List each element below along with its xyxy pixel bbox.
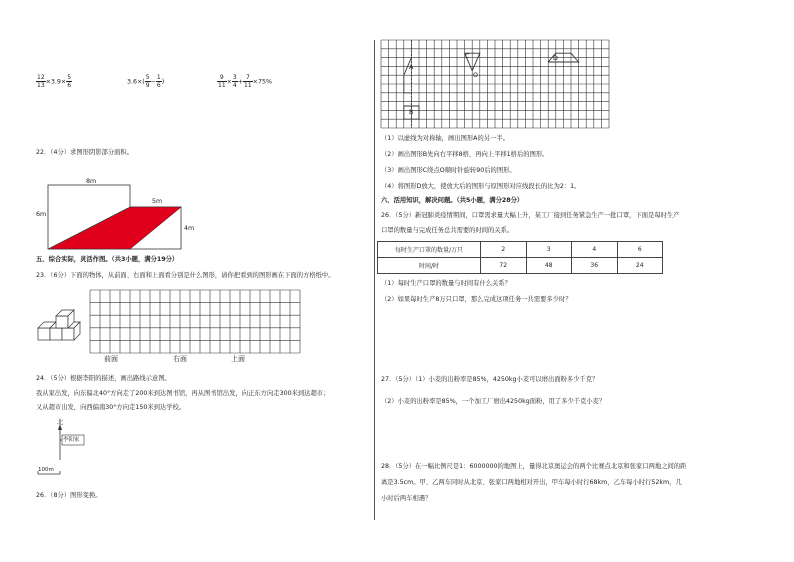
question-23: 23．（6分）下面的物体，从前面、右面和上面看分别是什么图形，请你把看到的图形画在下面的方格纸中。	[36, 272, 335, 279]
question-22: 22．（4分）求图形阴影部分面积。	[36, 149, 134, 156]
grid-label-d: D	[553, 55, 558, 62]
grid-label-a: A	[409, 64, 414, 71]
table-cell: 3	[526, 242, 572, 258]
calc-expression-3: $\frac{9}{11}$ × $\frac{3}{4}$ + $\frac{7}{11}$ ×75%	[218, 74, 272, 89]
question-28-line2: 离是3.5cm。甲、乙两车同时从北京、张家口两地相对开出，甲车每小时行68km，乙车每小时行52km，几	[381, 479, 682, 486]
question-28-line1: 28．（5分）在一幅比例尺是1：6000000的地图上，量得北京奥运会的两个比赛点北京和张家口两地之间的距	[381, 463, 687, 470]
view-label-top: 上面	[231, 355, 245, 363]
section-6-heading: 六、活用知识，解决问题。（共5小题，满分28分）	[381, 197, 524, 204]
column-divider	[374, 40, 375, 520]
table-cell: 24	[617, 258, 663, 274]
transform-item-1: （1）以虚线为对称轴，画出图形A的另一半。	[381, 135, 509, 142]
production-table	[377, 241, 663, 274]
calc-expression-1: $\frac{12}{13}$ ×3.9× $\frac{5}{6}$	[37, 74, 72, 89]
grid-label-b: B	[409, 109, 414, 116]
sub-question-2: （2）如果每时生产8万只口罩，那么完成这项任务一共需要多少时？	[381, 296, 572, 303]
question-26-right-line1: 26．（5分）新冠肺炎疫情期间，口罩需求量大幅上升，某工厂接到任务紧急生产一批口罩，下面是每时生产	[381, 212, 680, 219]
label-6m: 6m	[36, 211, 47, 218]
table-cell: 48	[526, 258, 572, 274]
grid-label-o: O	[473, 72, 478, 79]
scale-label: 100m	[38, 467, 54, 473]
calc-expression-2: 3.6×( $\frac{5}{9}$ − $\frac{1}{6}$ )	[127, 74, 165, 89]
table-cell: 4	[572, 242, 618, 258]
question-27-part2: （2）小麦的出粉率是85%，一个加工厂磨出4250kg面粉，用了多少千克小麦？	[381, 398, 606, 405]
transform-grid[interactable]	[381, 40, 609, 128]
view-label-right: 右面	[173, 355, 187, 363]
transform-item-3: （3）画出图形C绕点O顺时针旋转90后的图形。	[381, 167, 516, 174]
question-26-left: 26．（8分）图形变换。	[36, 492, 102, 499]
table-row	[378, 258, 663, 274]
transform-item-4: （4）将图形D放大，使放大后的图形与原图形对应线段长的比为2：1。	[381, 183, 581, 190]
question-27-part1: 27．（5分）（1）小麦的出粉率是85%，4250kg小麦可以磨出面粉多少千克？	[381, 376, 599, 383]
view-label-front: 前面	[104, 355, 118, 363]
question-26-right-line2: 口罩的数量与完成任务总共需要的时间的关系。	[381, 227, 514, 234]
table-header-cell: 时间/时	[378, 258, 481, 274]
label-5m: 5m	[152, 198, 163, 205]
label-4m: 4m	[184, 225, 195, 232]
question-24-line2: 又从超市出发，向西偏南30°方向走150米到达学校。	[36, 404, 186, 411]
compass-north-label: 北	[57, 419, 64, 426]
shaded-area-figure	[40, 176, 200, 256]
question-28-line3: 小时后两车相遇？	[381, 495, 432, 502]
view-grid[interactable]	[90, 290, 298, 354]
home-label: 李阳家	[63, 437, 80, 443]
sub-question-1: （1）每时生产口罩的数量与时间有什么关系？	[381, 280, 511, 287]
question-24-line1: 我从家出发，向东偏北40°方向走了200米到达图书馆，再从图书馆出发，向正东方向走300米到达超市；	[36, 390, 330, 397]
table-header-cell: 每时生产口罩的数量/万只	[378, 242, 481, 258]
label-8m: 8m	[86, 178, 97, 185]
grid-label-c: C	[465, 53, 470, 60]
transform-item-2: （2）画出图形B先向右平移8格，再向上平移1格后的图形。	[381, 151, 549, 158]
table-cell: 2	[481, 242, 527, 258]
table-row	[378, 242, 663, 258]
cube-stack-icon	[36, 310, 88, 346]
table-cell: 72	[481, 258, 527, 274]
section-5-heading: 五、综合实际，灵活作图。（共3小题，满分19分）	[36, 256, 179, 263]
table-cell: 6	[617, 242, 663, 258]
table-cell: 36	[572, 258, 618, 274]
question-24-title: 24．（5分）根据李阳的描述，画出路线示意图。	[36, 375, 171, 382]
